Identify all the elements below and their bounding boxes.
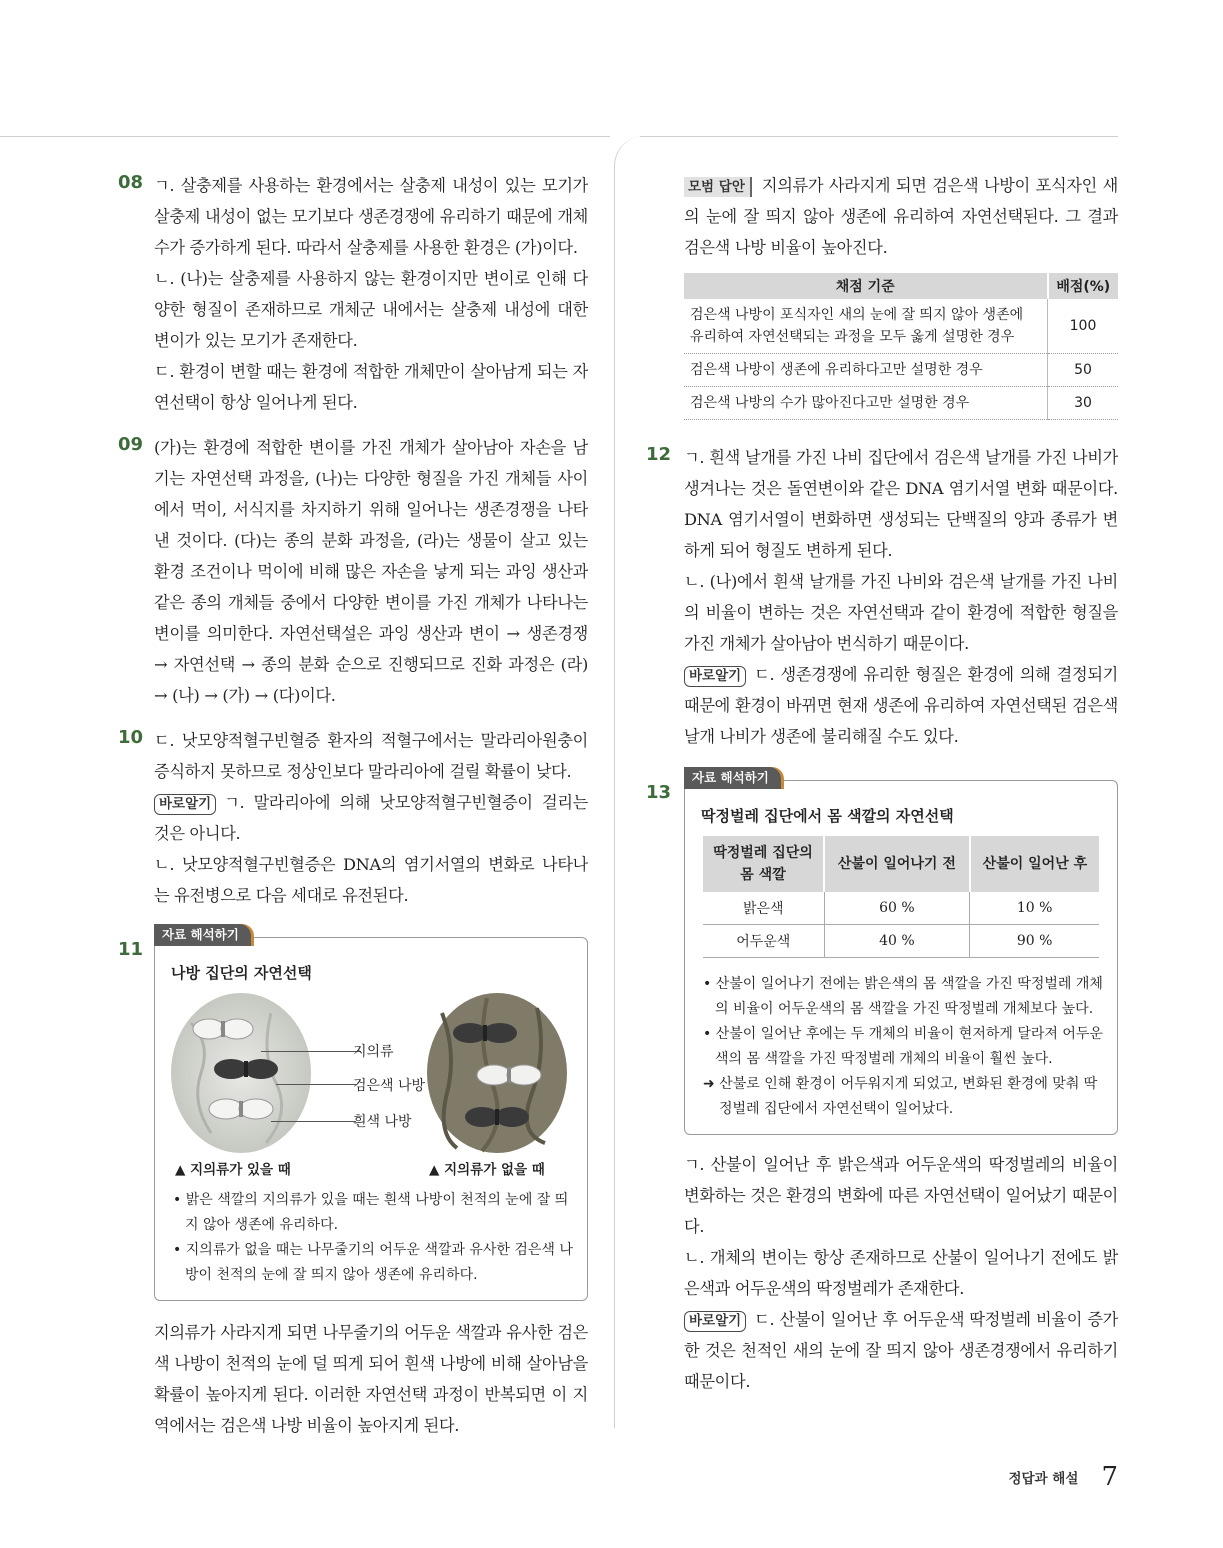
dark-bark-image [427, 993, 567, 1153]
cell: 밝은색 [703, 892, 824, 925]
cell: 어두운색 [703, 925, 824, 958]
cell: 90 % [970, 925, 1099, 958]
question-number: 11 [118, 939, 144, 960]
question-number: 10 [118, 727, 144, 748]
data-analysis-box [684, 770, 1118, 1135]
light-moth-icon [477, 1065, 541, 1085]
dark-moth-icon [465, 1107, 529, 1127]
correction-badge: 바로알기 [684, 1311, 746, 1332]
criteria-cell: 검은색 나방의 수가 많아진다고만 설명한 경우 [684, 387, 1048, 420]
question-08 [118, 170, 588, 418]
box-title: 딱정벌레 집단에서 몸 색깔의 자연선택 [701, 807, 954, 825]
paragraph-text: 지의류가 사라지게 되면 검은색 나방이 포식자인 새의 눈에 잘 띄지 않아 생존에 유리하여 자연선택된다. 그 결과 검은색 나방 비율이 높아진다. [684, 176, 1118, 257]
header-color: 딱정벌레 집단의 몸 색깔 [703, 836, 824, 892]
box-body [154, 937, 588, 1301]
table-row [684, 387, 1118, 420]
paragraph: ㄱ. 산불이 일어난 후 밝은색과 어두운색의 딱정벌레의 비율이 변화하는 것은 환경의 변화에 따른 자연선택이 일어났기 때문이다. [684, 1155, 1118, 1236]
paragraph-text: ㄷ. 생존경쟁에 유리한 형질은 환경에 의해 결정되기 때문에 환경이 바뀌면 현재 생존에 유리하여 자연선택된 검은색 날개 나비가 생존에 불리해질 수도 있다. [684, 665, 1118, 746]
points-cell: 50 [1048, 354, 1119, 387]
bullet-list [171, 1188, 573, 1288]
leader-line [261, 1051, 361, 1052]
column-divider [614, 136, 645, 1428]
paragraph: ㄷ. 낫모양적혈구빈혈증 환자의 적혈구에서는 말라리아원충이 증식하지 못하므로 정상인보다 말라리아에 걸릴 확률이 낮다. [154, 731, 588, 781]
table-row [703, 925, 1099, 958]
bullet-item: • 지의류가 없을 때는 나무줄기의 어두운 색깔과 유사한 검은색 나방이 천적의 눈에 잘 띄지 않아 생존에 유리하다. [173, 1242, 573, 1283]
paragraph: ㄱ. 흰색 날개를 가진 나비 집단에서 검은색 날개를 가진 나비가 생겨나는 것은 돌연변이와 같은 DNA 염기서열 변화 때문이다. DNA 염기서열이 변화하면 생성되는 단백질의 양과 종류가 변하게 되어 형질도 변하게 된다. [684, 448, 1118, 560]
paragraph: ㄴ. 낫모양적혈구빈혈증은 DNA의 염기서열의 변화로 나타나는 유전병으로 다음 세대로 유전된다. [154, 855, 588, 905]
paragraph-text: ㄱ. 말라리아에 의해 낫모양적혈구빈혈증이 걸리는 것은 아니다. [154, 793, 588, 843]
cell: 60 % [824, 892, 970, 925]
bullet-item: • 밝은 색깔의 지의류가 있을 때는 흰색 나방이 천적의 눈에 잘 띄지 않아 생존에 유리하다. [173, 1192, 569, 1233]
cell: 40 % [824, 925, 970, 958]
page-number: 7 [1101, 1462, 1118, 1492]
right-column [646, 170, 1118, 1411]
paragraph: ㄴ. (나)는 살충제를 사용하지 않는 환경이지만 변이로 인해 다양한 형질이 존재하므로 개체군 내에서는 살충제 내성에 대한 변이가 있는 모기가 존재한다. [154, 269, 588, 350]
criteria-cell: 검은색 나방이 생존에 유리하다고만 설명한 경우 [684, 354, 1048, 387]
criteria-cell: 검은색 나방이 포식자인 새의 눈에 잘 띄지 않아 생존에 유리하여 자연선택되는 과정을 모두 옳게 설명한 경우 [684, 299, 1048, 354]
paragraph [684, 1304, 1118, 1397]
correction-badge: 바로알기 [154, 794, 216, 815]
bullet-item: • 산불이 일어난 후에는 두 개체의 비율이 현저하게 달라져 어두운색의 몸 색깔을 가진 딱정벌레 개체의 비율이 훨씬 높다. [703, 1026, 1103, 1067]
question-number: 08 [118, 172, 144, 193]
points-cell: 100 [1048, 299, 1119, 354]
paragraph: (가)는 환경에 적합한 변이를 가진 개체가 살아남아 자손을 남기는 자연선택 과정을, (나)는 다양한 형질을 가진 개체들 사이에서 먹이, 서식지를 차지하기 위해 일어나는 생존경쟁을 나타낸 것이다. (다)는 종의 분화 과정을, (라)는 생물이 살고 있는 환경 조건이나 먹이에 비해 많은 자손을 낳게 되는 과잉 생산과 같은 종의 개체들 중에서 다양한 변이를 가진 개체가 나타나는 변이를 의미한다. 자연선택설은 과잉 생산과 변이 → 생존경쟁 → 자연선택 → 종의 분화 순으로 진행되므로 진화 과정은 (라) → (나) → (가) → (다)이다. [154, 438, 588, 705]
caption-without-lichen: ▲ 지의류가 없을 때 [429, 1162, 545, 1178]
dark-moth-icon [214, 1059, 278, 1079]
paragraph: ㄴ. 개체의 변이는 항상 존재하므로 산불이 일어나기 전에도 밝은색과 어두운색의 딱정벌레가 존재한다. [684, 1248, 1118, 1298]
data-analysis-box [154, 927, 588, 1301]
paragraph: ㄱ. 살충제를 사용하는 환경에서는 살충제 내성이 있는 모기가 살충제 내성이 없는 모기보다 생존경쟁에 유리하기 때문에 개체 수가 증가하게 된다. 따라서 살충제를 사용한 환경은 (가)이다. [154, 176, 588, 257]
paragraph [154, 787, 588, 849]
header-criteria: 채점 기준 [684, 273, 1048, 299]
lichen-bark-image [171, 993, 311, 1153]
header-after-fire: 산불이 일어난 후 [970, 836, 1099, 892]
caption-with-lichen: ▲ 지의류가 있을 때 [175, 1162, 291, 1178]
question-09 [118, 432, 588, 711]
question-10 [118, 725, 588, 911]
cell: 10 % [970, 892, 1099, 925]
question-number: 13 [646, 782, 672, 803]
label-light-moth: 흰색 나방 [353, 1114, 412, 1130]
dark-moth-icon [453, 1023, 517, 1043]
box-body [684, 780, 1118, 1135]
label-dark-moth: 검은색 나방 [353, 1078, 426, 1094]
label-lichen: 지의류 [353, 1044, 394, 1060]
table-row [703, 892, 1099, 925]
leader-line [276, 1084, 356, 1085]
light-moth-icon [209, 1099, 273, 1119]
paragraph: ㄴ. (나)에서 흰색 날개를 가진 나비와 검은색 날개를 가진 나비의 비율이 변하는 것은 자연선택과 같이 환경에 적합한 형질을 가진 개체가 살아남아 번식하기 때문이다. [684, 572, 1118, 653]
paragraph-text: ㄷ. 산불이 일어난 후 어두운색 딱정벌레 비율이 증가한 것은 천적인 새의 눈에 잘 띄지 않아 생존경쟁에서 유리하기 때문이다. [684, 1310, 1118, 1391]
moth-figure [171, 993, 573, 1178]
paragraph [684, 659, 1118, 752]
top-rule-left [0, 136, 610, 137]
light-moth-icon [193, 1019, 253, 1039]
box-tab-label: 자료 해석하기 [154, 924, 251, 946]
paragraph: ㄷ. 환경이 변할 때는 환경에 적합한 개체만이 살아남게 되는 자연선택이 항상 일어나게 된다. [154, 362, 588, 412]
header-points: 배점(%) [1048, 273, 1119, 299]
page-footer [1008, 1462, 1118, 1492]
correction-badge: 바로알기 [684, 666, 746, 687]
bullet-list [701, 972, 1103, 1122]
model-answer-badge: 모범 답안 [684, 177, 752, 197]
header-before-fire: 산불이 일어나기 전 [824, 836, 970, 892]
bullet-item: • 산불이 일어나기 전에는 밝은색의 몸 색깔을 가진 딱정벌레 개체의 비율이 어두운색의 몸 색깔을 가진 딱정벌레 개체보다 높다. [703, 976, 1103, 1017]
top-rule-right [640, 136, 1118, 137]
box-title: 나방 집단의 자연선택 [171, 964, 312, 982]
question-number: 12 [646, 444, 672, 465]
table-row [684, 354, 1118, 387]
question-11 [118, 927, 588, 1441]
question-12 [646, 442, 1118, 752]
beetle-table [703, 836, 1099, 958]
leader-line [271, 1121, 356, 1122]
question-number: 09 [118, 434, 144, 455]
question-11-model-answer [646, 170, 1118, 420]
table-row [684, 299, 1118, 354]
box-tab-label: 자료 해석하기 [684, 767, 781, 789]
conclusion-item: ➜ 산불로 인해 환경이 어두워지게 되었고, 변화된 환경에 맞춰 딱정벌레 집단에서 자연선택이 일어났다. [703, 1076, 1098, 1117]
question-13 [646, 770, 1118, 1397]
left-column [118, 170, 588, 1455]
footer-label: 정답과 해설 [1008, 1471, 1079, 1487]
paragraph: 지의류가 사라지게 되면 나무줄기의 어두운 색깔과 유사한 검은색 나방이 천적의 눈에 덜 띄게 되어 흰색 나방에 비해 살아남을 확률이 높아지게 된다. 이러한 자연선택 과정이 반복되면 이 지역에서는 검은색 나방 비율이 높아지게 된다. [154, 1323, 588, 1435]
points-cell: 30 [1048, 387, 1119, 420]
scoring-table [684, 273, 1118, 420]
paragraph [684, 170, 1118, 263]
